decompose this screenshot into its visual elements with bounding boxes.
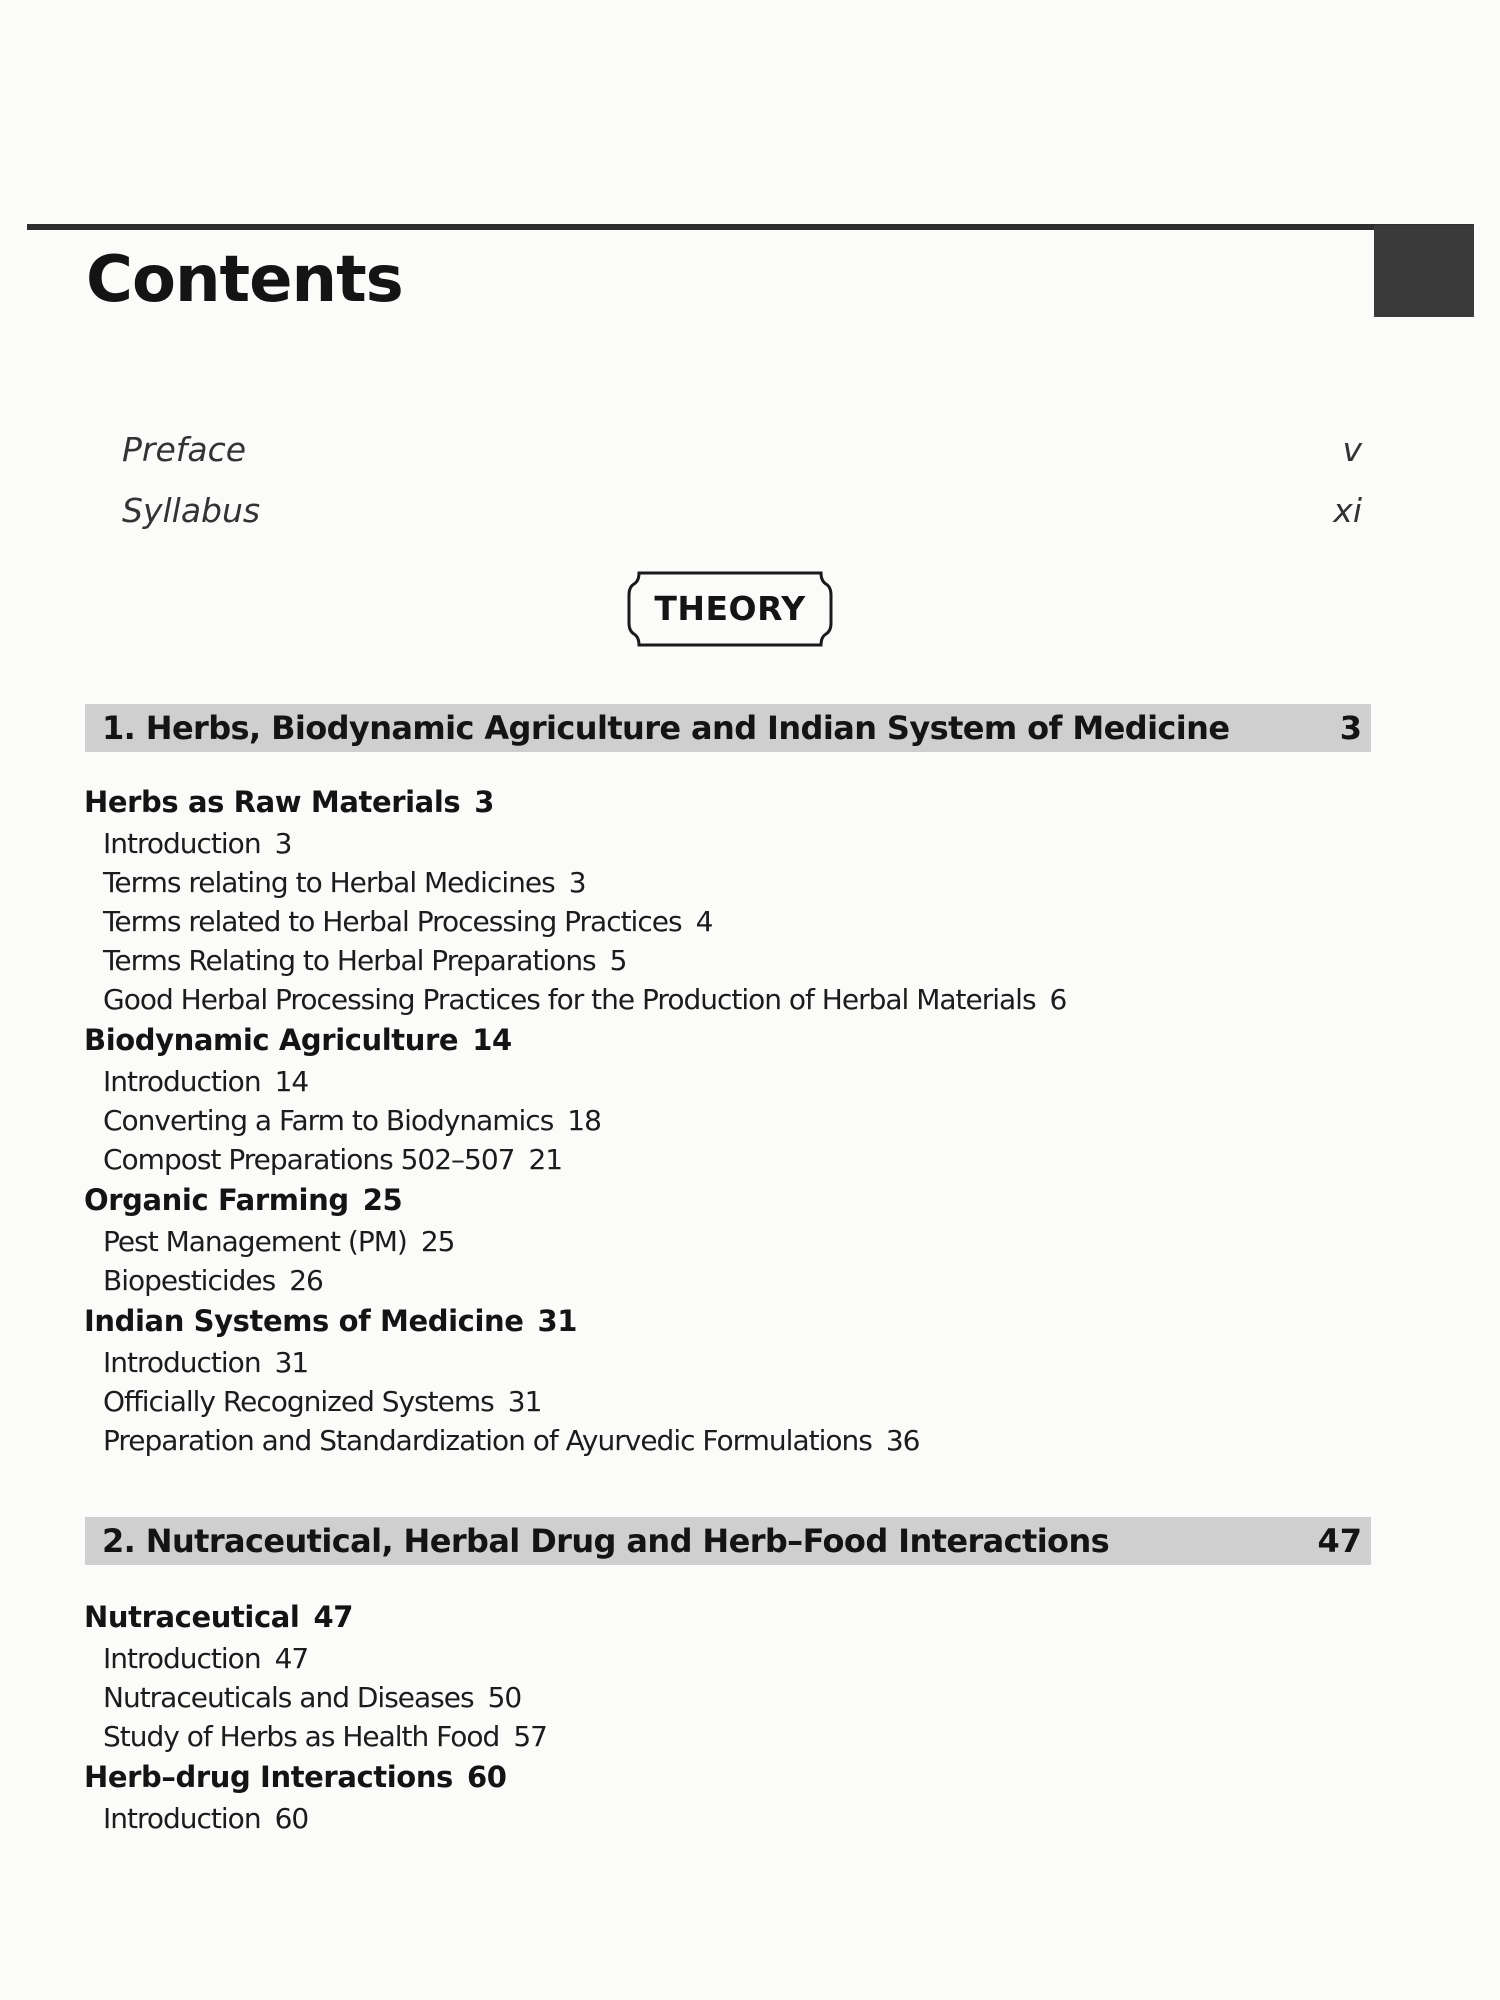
- toc-entry[interactable]: [84, 863, 1384, 902]
- entry-page: 25: [420, 1225, 455, 1258]
- toc-entry[interactable]: [84, 1343, 1384, 1382]
- section-page: 31: [537, 1304, 578, 1338]
- toc-entry[interactable]: [84, 1140, 1384, 1179]
- entry-page: 36: [885, 1424, 920, 1457]
- toc-entry[interactable]: [84, 1101, 1384, 1140]
- entry-page: 26: [289, 1264, 323, 1297]
- section-page: 3: [474, 785, 495, 819]
- chapter-heading-2[interactable]: [85, 1517, 1371, 1565]
- chapter-page: 3: [1339, 709, 1362, 747]
- entry-page: 57: [513, 1720, 547, 1753]
- chapter-title: 1. Herbs, Biodynamic Agriculture and Indian System of Medicine: [102, 709, 1230, 747]
- entry-title: Compost Preparations 502–507: [103, 1143, 515, 1176]
- toc-entry[interactable]: [84, 941, 1384, 980]
- top-rule: [27, 224, 1474, 230]
- section-page: 14: [472, 1023, 512, 1057]
- section-page: 60: [466, 1760, 507, 1794]
- entry-title: Preparation and Standardization of Ayurvedic Formulations: [103, 1424, 872, 1457]
- toc-entry[interactable]: [84, 824, 1384, 863]
- toc-entry[interactable]: [84, 1222, 1384, 1261]
- entry-title: Terms Relating to Herbal Preparations: [103, 944, 596, 977]
- toc-section[interactable]: [84, 1300, 1384, 1343]
- entry-title: Introduction: [103, 1642, 261, 1675]
- toc-section[interactable]: [84, 781, 1384, 824]
- entry-title: Terms related to Herbal Processing Practices: [103, 905, 682, 938]
- entry-title: Introduction: [103, 1346, 261, 1379]
- front-matter-label: Syllabus: [122, 491, 261, 530]
- section-title: Organic Farming: [84, 1183, 349, 1217]
- section-page: 25: [362, 1183, 403, 1217]
- entry-title: Introduction: [103, 1802, 261, 1835]
- part-label: THEORY: [654, 589, 806, 628]
- page-title: Contents: [86, 243, 403, 317]
- chapter-1-entries: [84, 781, 1384, 1460]
- front-matter-label: Preface: [122, 430, 247, 469]
- toc-entry[interactable]: [84, 1678, 1384, 1717]
- entry-title: Pest Management (PM): [103, 1225, 407, 1258]
- part-label-badge: [625, 571, 835, 647]
- entry-page: 60: [274, 1802, 309, 1835]
- entry-page: 5: [609, 944, 627, 977]
- entry-page: 21: [528, 1143, 563, 1176]
- toc-entry[interactable]: [84, 902, 1384, 941]
- section-title: Nutraceutical: [84, 1600, 300, 1634]
- front-matter-preface[interactable]: [122, 430, 1362, 480]
- toc-entry[interactable]: [84, 1382, 1384, 1421]
- entry-page: 6: [1049, 983, 1067, 1016]
- toc-entry[interactable]: [84, 1062, 1384, 1101]
- entry-title: Study of Herbs as Health Food: [103, 1720, 500, 1753]
- entry-title: Nutraceuticals and Diseases: [103, 1681, 474, 1714]
- entry-title: Officially Recognized Systems: [103, 1385, 494, 1418]
- entry-title: Introduction: [103, 827, 261, 860]
- front-matter-page: v: [1342, 430, 1362, 469]
- entry-title: Converting a Farm to Biodynamics: [103, 1104, 554, 1137]
- toc-entry[interactable]: [84, 980, 1384, 1019]
- entry-page: 3: [568, 866, 586, 899]
- entry-page: 18: [567, 1104, 601, 1137]
- entry-page: 4: [695, 905, 713, 938]
- corner-tab-block: [1374, 225, 1474, 317]
- section-title: Herbs as Raw Materials: [84, 785, 461, 819]
- entry-title: Introduction: [103, 1065, 261, 1098]
- section-title: Herb–drug Interactions: [84, 1760, 453, 1794]
- toc-entry[interactable]: [84, 1261, 1384, 1300]
- entry-page: 50: [487, 1681, 522, 1714]
- toc-entry[interactable]: [84, 1639, 1384, 1678]
- section-page: 47: [313, 1600, 354, 1634]
- chapter-page: 47: [1317, 1522, 1362, 1560]
- toc-entry[interactable]: [84, 1799, 1384, 1838]
- chapter-2-entries: [84, 1596, 1384, 1838]
- section-title: Biodynamic Agriculture: [84, 1023, 459, 1057]
- toc-section[interactable]: [84, 1179, 1384, 1222]
- entry-title: Good Herbal Processing Practices for the Production of Herbal Materials: [103, 983, 1036, 1016]
- entry-page: 3: [274, 827, 292, 860]
- entry-title: Biopesticides: [103, 1264, 276, 1297]
- toc-section[interactable]: [84, 1596, 1384, 1639]
- toc-section[interactable]: [84, 1019, 1384, 1062]
- entry-title: Terms relating to Herbal Medicines: [103, 866, 555, 899]
- toc-entry[interactable]: [84, 1421, 1384, 1460]
- entry-page: 14: [274, 1065, 309, 1098]
- chapter-title: 2. Nutraceutical, Herbal Drug and Herb–Food Interactions: [102, 1522, 1110, 1560]
- entry-page: 31: [274, 1346, 309, 1379]
- toc-entry[interactable]: [84, 1717, 1384, 1756]
- toc-section[interactable]: [84, 1756, 1384, 1799]
- entry-page: 31: [507, 1385, 542, 1418]
- front-matter-page: xi: [1333, 491, 1362, 530]
- section-title: Indian Systems of Medicine: [84, 1304, 524, 1338]
- chapter-heading-1[interactable]: [85, 704, 1371, 752]
- entry-page: 47: [274, 1642, 309, 1675]
- front-matter-syllabus[interactable]: [122, 491, 1362, 541]
